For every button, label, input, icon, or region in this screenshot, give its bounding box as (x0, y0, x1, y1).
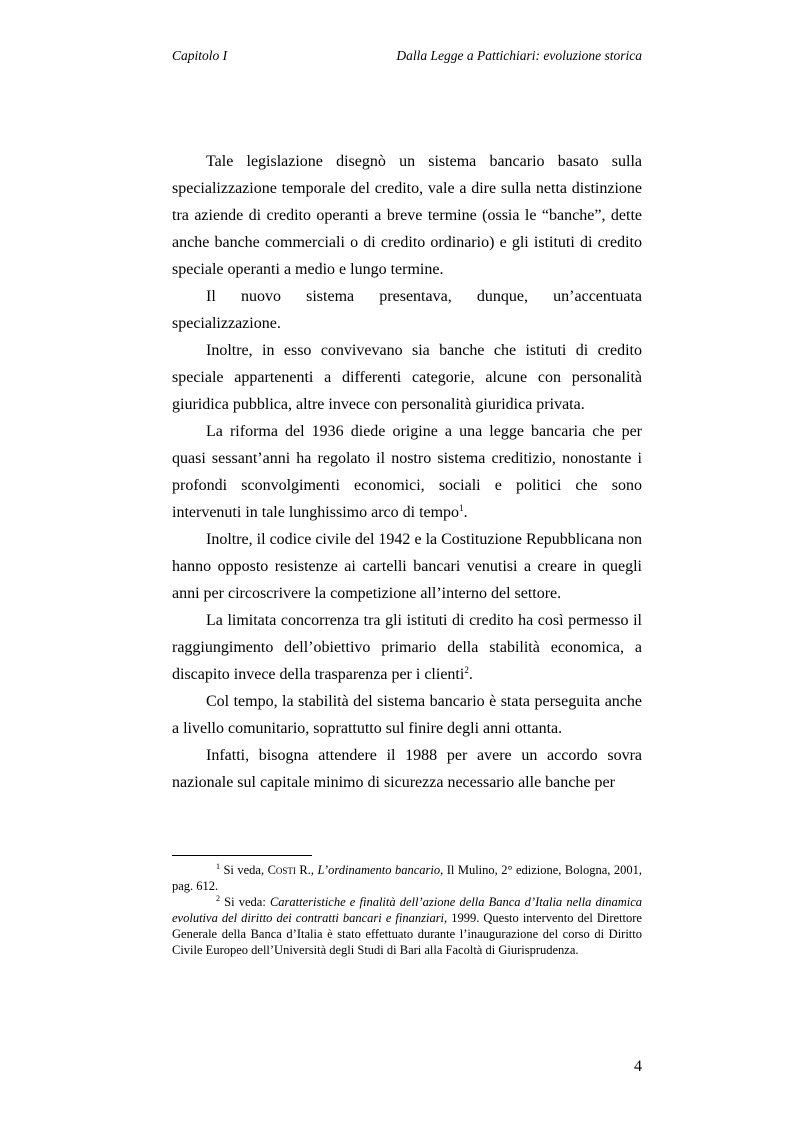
footnote-2 (172, 894, 642, 958)
footnote-text: 1999. Questo intervento del Direttore Generale della Banca d’Italia è stato effettuato durante l’inaugurazione del corso di Diritto Civile Europeo dell’Università degli Studi di Bari alla Facoltà di Giurisprudenza. (172, 911, 642, 957)
paragraph: Il nuovo sistema presentava, dunque, un’accentuata specializzazione. (172, 288, 642, 332)
footnote-text: , Il Mulino, 2° edizione, Bologna, 2001, pag. 612. (172, 863, 642, 893)
paragraph (172, 418, 642, 526)
footnote-author: Costi (267, 863, 296, 877)
running-header (172, 48, 642, 68)
paragraph: Infatti, bisogna attendere il 1988 per avere un accordo sovra nazionale sul capitale minimo di sicurezza necessario alle banche per (172, 747, 642, 791)
footnote-ref-1[interactable]: 1 (459, 503, 464, 513)
body-text (172, 148, 642, 796)
footnote-number: 2 (216, 894, 220, 903)
footnotes (172, 862, 642, 958)
sentence-end: . (463, 504, 468, 521)
footnote-title: Caratteristiche e finalità dell’azione della Banca d’Italia nella dinamica evolutiva del diritto dei contratti bancari e finanziari, (172, 895, 642, 925)
footnote-ref-2[interactable]: 2 (464, 665, 469, 675)
footnote-text: Si veda: (220, 895, 270, 909)
paragraph (172, 607, 642, 688)
footnote-text: R., (295, 863, 318, 877)
paragraph-text: La limitata concorrenza tra gli istituti di credito ha così permesso il raggiungimento dell’obiettivo primario della stabilità economica, a discapito invece della trasparenza per i clienti (172, 612, 642, 683)
paragraph-text: La riforma del 1936 diede origine a una legge bancaria che per quasi sessant’anni ha regolato il nostro sistema creditizio, nonostante i profondi sconvolgimenti economici, sociali e politici che sono intervenuti in tale lunghissimo arco di tempo (172, 423, 642, 521)
paragraph: Col tempo, la stabilità del sistema bancario è stata perseguita anche a livello comunitario, soprattutto sul finire degli anni ottanta. (172, 693, 642, 737)
footnote-title: L’ordinamento bancario (317, 863, 441, 877)
page-number: 4 (634, 1058, 642, 1075)
paragraph: Tale legislazione disegnò un sistema bancario basato sulla specializzazione temporale del credito, vale a dire sulla netta distinzione tra aziende di credito operanti a breve termine (ossia le “banche”, dette anche banche commerciali o di credito ordinario) e gli istituti di credito speciale operanti a medio e lungo termine. (172, 153, 642, 278)
paragraph: Inoltre, il codice civile del 1942 e la Costituzione Repubblicana non hanno opposto resistenze ai cartelli bancari venutisi a creare in quegli anni per circoscrivere la competizione all’interno del settore. (172, 531, 642, 602)
paragraph: Inoltre, in esso convivevano sia banche che istituti di credito speciale appartenenti a differenti categorie, alcune con personalità giuridica pubblica, altre invece con personalità giuridica privata. (172, 342, 642, 413)
footnote-text: Si veda, (220, 863, 268, 877)
footnote-number: 1 (216, 862, 220, 871)
footnote-separator (172, 855, 312, 856)
sentence-end: . (468, 666, 473, 683)
chapter-title: Dalla Legge a Pattichiari: evoluzione storica (396, 48, 642, 63)
chapter-label: Capitolo I (172, 48, 228, 63)
footnote-1 (172, 862, 642, 894)
